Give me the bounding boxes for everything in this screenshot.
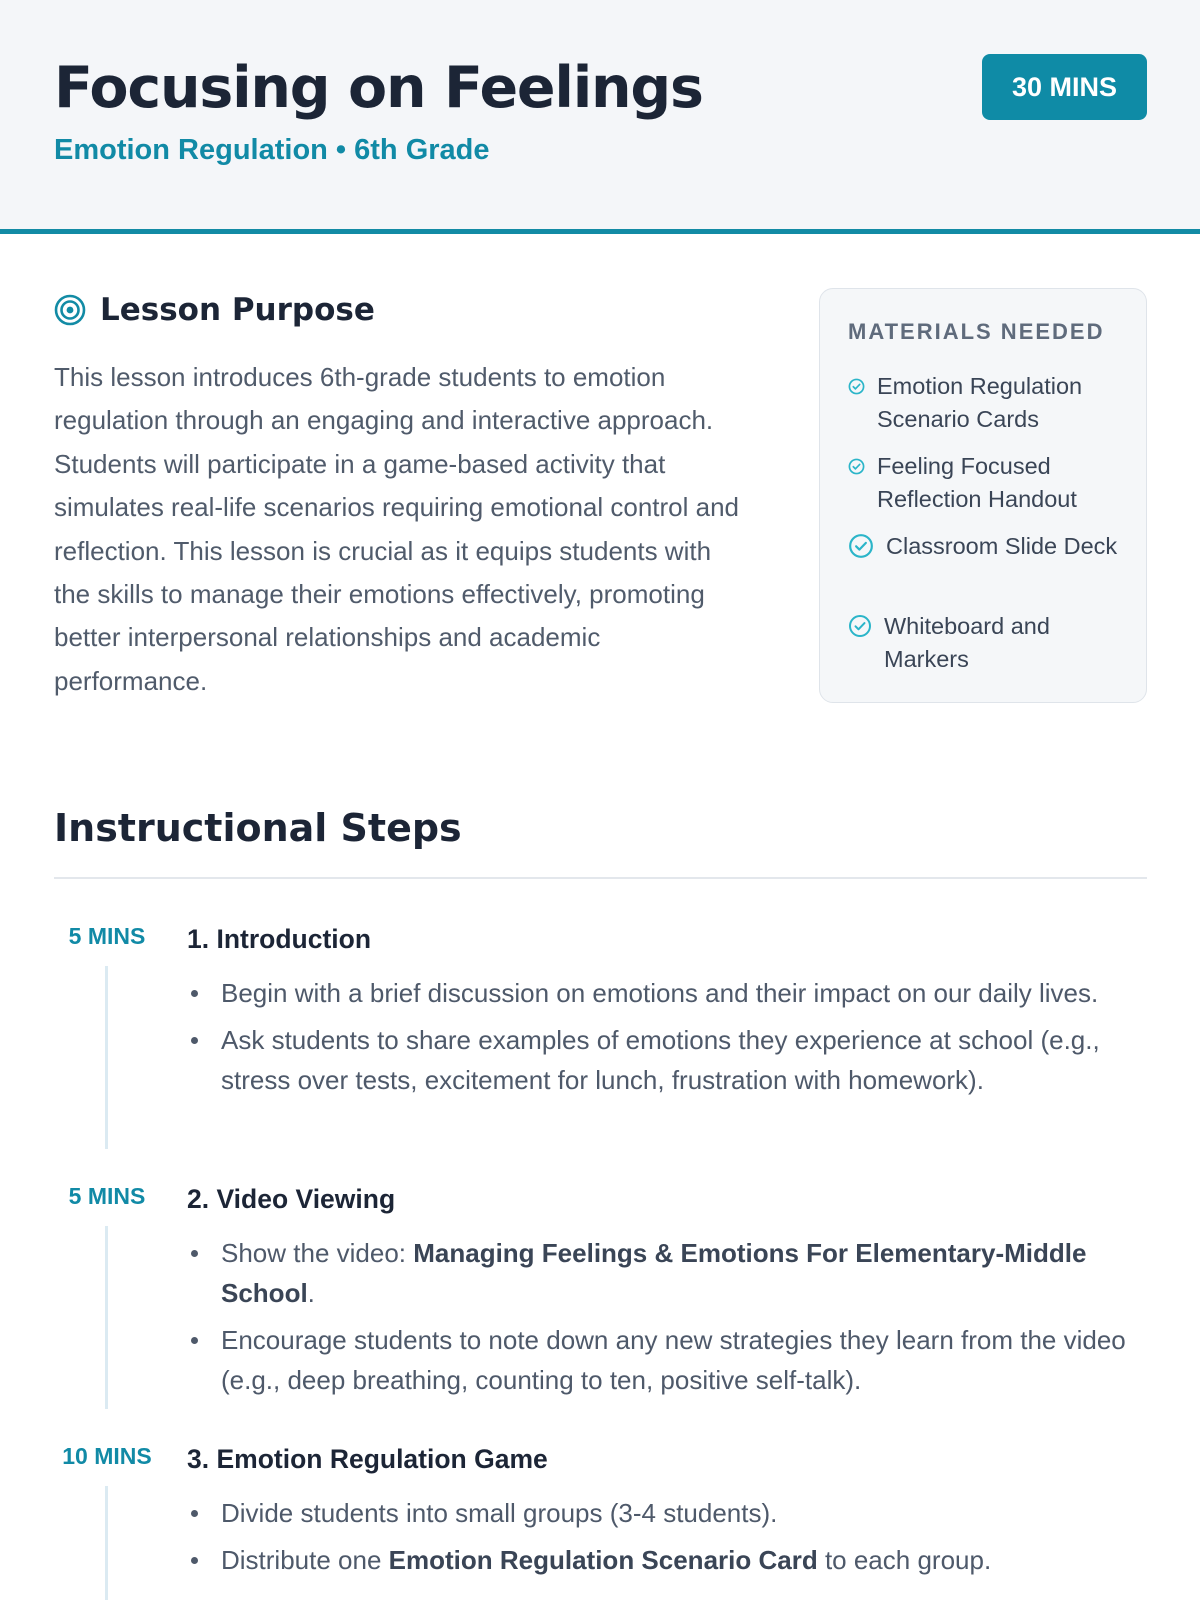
material-label: Classroom Slide Deck (886, 533, 1118, 559)
instructional-steps-title: Instructional Steps (54, 806, 462, 850)
target-icon (54, 294, 86, 326)
list-item: Ask students to share examples of emotions they experience at school (e.g., stress over tests, excitement for lunch, frustration with homework). (221, 1020, 1146, 1100)
duration-badge: 30 MINS (982, 54, 1147, 120)
material-item (848, 450, 1133, 516)
section-divider (54, 877, 1147, 879)
material-label: Feeling Focused Reflection Handout (877, 453, 1077, 512)
materials-card (819, 288, 1147, 703)
video-title: Managing Feelings & Emotions For Elementary-Middle School (221, 1238, 1087, 1308)
list-item: Divide students into small groups (3-4 students). (221, 1493, 1146, 1533)
lesson-purpose-heading (54, 288, 375, 332)
step-title: 3. Emotion Regulation Game (187, 1444, 548, 1474)
materials-title: MATERIALS NEEDED (848, 319, 1105, 344)
step-timeline-line (105, 966, 108, 1149)
step-duration: 10 MINS (62, 1443, 152, 1469)
list-item: Show the video: Managing Feelings & Emotions For Elementary-Middle School. (221, 1233, 1146, 1313)
material-reference: Emotion Regulation Scenario Card (388, 1545, 818, 1575)
check-circle-icon (848, 533, 874, 559)
page-title: Focusing on Feelings (54, 55, 703, 121)
list-item: Begin with a brief discussion on emotions and their impact on our daily lives. (221, 973, 1146, 1013)
step-title: 1. Introduction (187, 924, 372, 954)
check-circle-icon (848, 614, 872, 638)
step-title: 2. Video Viewing (187, 1184, 396, 1214)
lesson-subtitle: Emotion Regulation • 6th Grade (54, 134, 490, 166)
step-timeline-line (105, 1226, 108, 1409)
step-bullet-list (221, 1233, 1146, 1407)
lesson-purpose-title: Lesson Purpose (100, 292, 375, 328)
step-duration: 5 MINS (68, 1183, 146, 1209)
list-item: Distribute one Emotion Regulation Scenario Card to each group. (221, 1540, 1146, 1580)
material-item (848, 370, 1133, 436)
material-label: Emotion Regulation Scenario Cards (877, 373, 1083, 432)
step-bullet-list (221, 1493, 1146, 1587)
lesson-purpose-text: This lesson introduces 6th-grade students to emotion regulation through an engaging and interactive approach. Students will participate in a game-based activity that simulates real-life scenarios requiring emotional control and reflection. This lesson is crucial as it equips students with the skills to manage their emotions effectively, promoting better interpersonal relationships and academic performance. (54, 362, 740, 696)
material-item (848, 610, 1133, 676)
material-label: Whiteboard and Markers (884, 613, 1050, 672)
lesson-header (0, 0, 1200, 234)
list-item: Encourage students to note down any new strategies they learn from the video (e.g., deep breathing, counting to ten, positive self-talk). (221, 1320, 1146, 1400)
check-circle-icon (848, 458, 865, 475)
step-timeline-line (105, 1486, 108, 1600)
step-duration: 5 MINS (68, 923, 146, 949)
step-bullet-list (221, 973, 1146, 1107)
check-circle-icon (848, 378, 865, 395)
material-item (848, 530, 1133, 563)
